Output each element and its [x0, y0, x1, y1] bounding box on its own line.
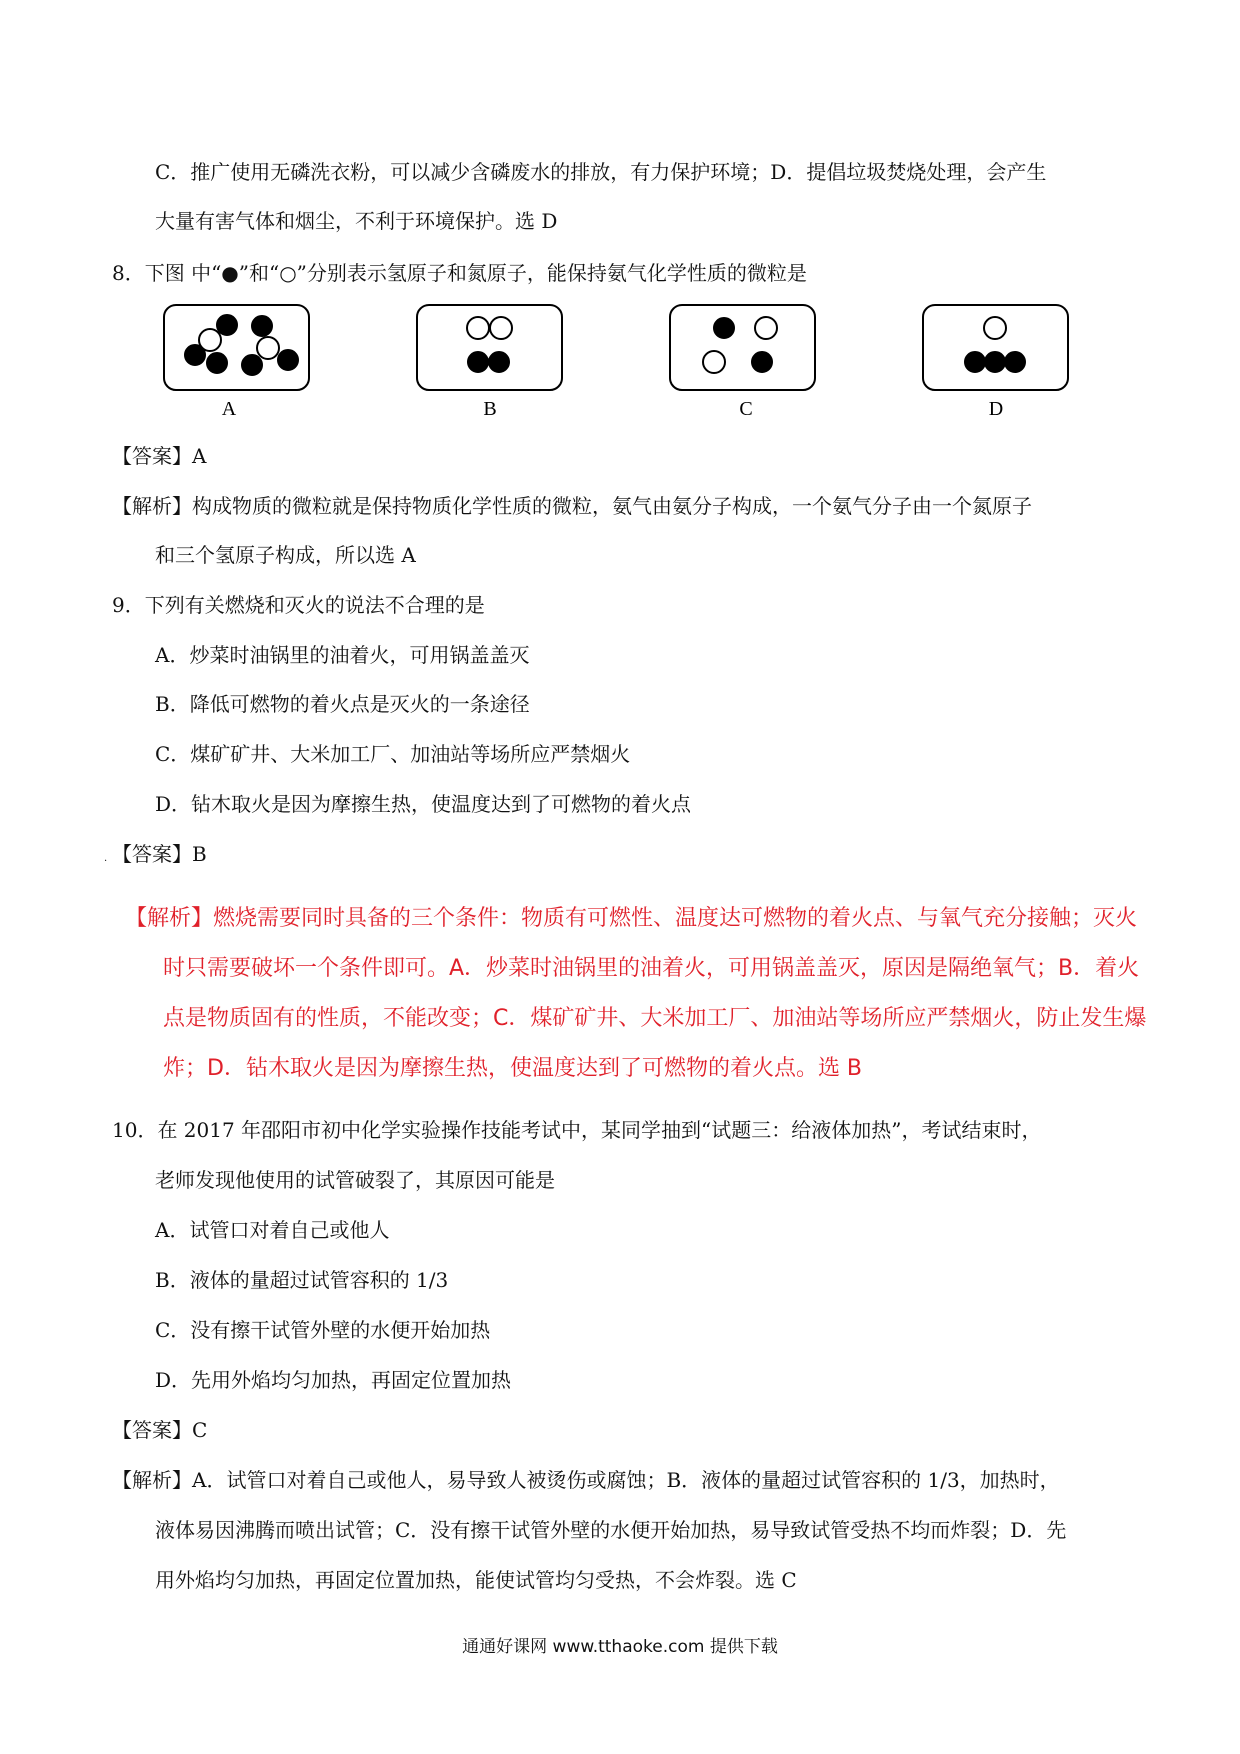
q10-option-a: A．试管口对着自己或他人 [155, 1218, 390, 1242]
label-d: D [988, 398, 1004, 420]
box-c [670, 305, 815, 390]
q9-option-d: D．钻木取火是因为摩擦生热，使温度达到了可燃物的着火点 [155, 792, 692, 816]
q7-continuation-line-1: C．推广使用无磷洗衣粉，可以减少含磷废水的排放，有力保护环境；D．提倡垃圾焚烧处理，会产生 [155, 160, 1047, 184]
label-c: C [739, 398, 753, 420]
q9-option-a: A．炒菜时油锅里的油着火，可用锅盖盖灭 [155, 643, 530, 667]
q10-analysis-line-3: 用外焰均匀加热，再固定位置加热，能使试管均匀受热，不会炸裂。选 C [155, 1568, 797, 1592]
q9-option-b: B．降低可燃物的着火点是灭火的一条途径 [155, 692, 530, 716]
q9-analysis-line-3: 点是物质固有的性质，不能改变；C．煤矿矿井、大米加工厂、加油站等场所应严禁烟火，防止发生爆 [163, 1006, 1147, 1031]
q8-molecule-diagram [160, 300, 1080, 420]
label-b: B [483, 398, 497, 420]
q10-analysis-line-1: 【解析】A．试管口对着自己或他人，易导致人被烫伤或腐蚀；B．液体的量超过试管容积的 1/3，加热时， [112, 1468, 1060, 1492]
molecule-b [467, 317, 512, 372]
q7-continuation-line-2: 大量有害气体和烟尘，不利于环境保护。选 D [155, 209, 558, 233]
q10-option-b: B．液体的量超过试管容积的 1/3 [155, 1268, 449, 1292]
q9-option-c: C．煤矿矿井、大米加工厂、加油站等场所应严禁烟火 [155, 742, 631, 766]
q10-answer: 【答案】C [112, 1418, 208, 1442]
molecule-d [965, 317, 1025, 372]
q9-analysis-line-4: 炸；D．钻木取火是因为摩擦生热，使温度达到了可燃物的着火点。选 B [163, 1056, 863, 1081]
q10-stem-line-2: 老师发现他使用的试管破裂了，其原因可能是 [155, 1168, 555, 1192]
q10-option-d: D．先用外焰均匀加热，再固定位置加热 [155, 1368, 512, 1392]
molecule-a [185, 315, 298, 375]
page-footer: 通通好课网 www.tthaoke.com 提供下载 [462, 1637, 778, 1657]
label-a: A [221, 398, 237, 420]
q8-answer: 【答案】A [112, 444, 207, 468]
q9-answer: 【答案】B [112, 842, 207, 866]
q10-option-c: C．没有擦干试管外壁的水便开始加热 [155, 1318, 491, 1342]
q8-analysis-line-2: 和三个氢原子构成，所以选 A [155, 543, 416, 567]
q9-analysis-line-2: 时只需要破坏一个条件即可。A．炒菜时油锅里的油着火，可用锅盖盖灭，原因是隔绝氧气；B．着火 [163, 956, 1140, 981]
box-a [164, 305, 309, 390]
q8-analysis-line-1: 【解析】构成物质的微粒就是保持物质化学性质的微粒，氨气由氨分子构成，一个氨气分子由一个氮原子 [112, 494, 1032, 518]
q10-analysis-line-2: 液体易因沸腾而喷出试管；C．没有擦干试管外壁的水便开始加热，易导致试管受热不均而炸裂；D．先 [155, 1518, 1067, 1542]
q9-stem: 9．下列有关燃烧和灭火的说法不合理的是 [112, 593, 485, 617]
molecule-c [703, 317, 777, 373]
q9-analysis-line-1: 【解析】燃烧需要同时具备的三个条件：物质有可燃性、温度达可燃物的着火点、与氧气充分接触；灭火 [125, 906, 1138, 931]
q8-stem: 8．下图 中“●”和“○”分别表示氢原子和氮原子，能保持氨气化学性质的微粒是 [112, 261, 807, 285]
stray-dot: . [104, 853, 108, 864]
box-b [417, 305, 562, 390]
q10-stem-line-1: 10．在 2017 年邵阳市初中化学实验操作技能考试中，某同学抽到“试题三：给液体加热”，考试结束时， [112, 1118, 1042, 1142]
